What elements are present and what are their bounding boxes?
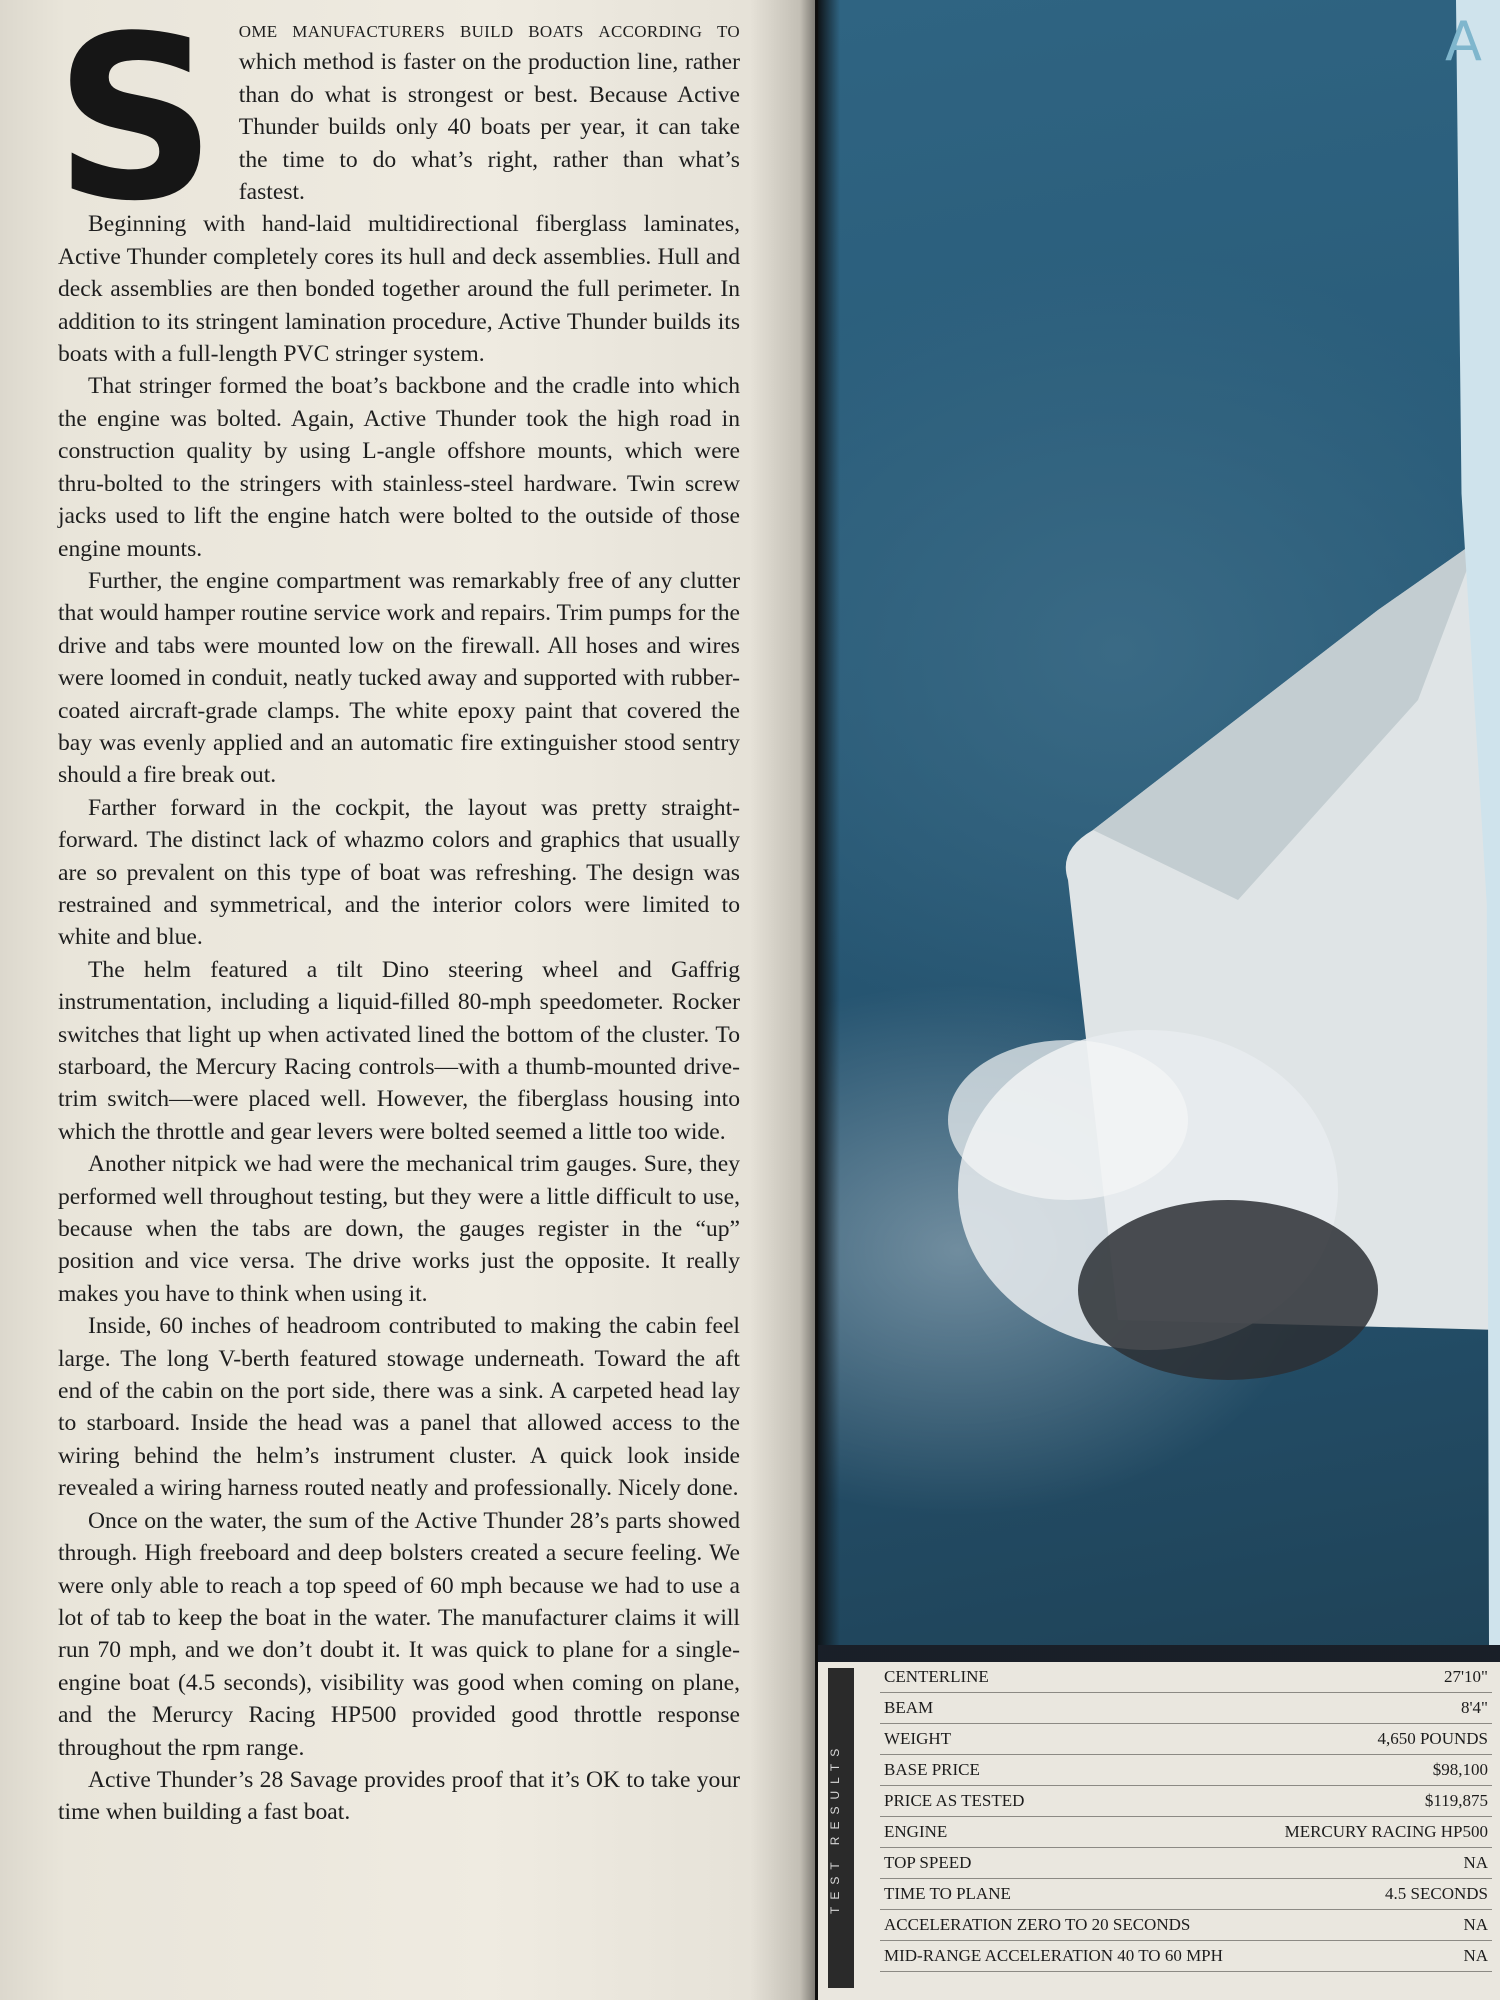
table-row — [880, 1879, 1492, 1910]
table-row — [880, 1693, 1492, 1724]
spec-value: 27'10" — [1260, 1662, 1492, 1693]
article-paragraph: Another nitpick we had were the mechanical trim gauges. Sure, they performed well throughout testing, but they were a little difficult to use, because when the tabs are down, the gauges register in the “up” position and vice versa. The drive works just the opposite. It really makes you have to think when using it. — [58, 1151, 740, 1307]
article-paragraph-1 — [54, 0, 740, 251]
spec-value: 8'4" — [1260, 1693, 1492, 1724]
spec-label: ENGINE — [880, 1817, 1260, 1848]
table-row — [880, 1786, 1492, 1817]
spec-label: CENTERLINE — [880, 1662, 1260, 1693]
spec-label: TOP SPEED — [880, 1848, 1260, 1879]
spec-label: PRICE AS TESTED — [880, 1786, 1260, 1817]
test-results-label: TEST RESULTS — [828, 1668, 854, 1988]
article-paragraph: Inside, 60 inches of headroom contributed to making the cabin feel large. The long V-berth featured stowage underneath. Toward the aft end of the cabin on the port side, there was a sink. A carpeted head lay to starboard. Inside the head was a panel that allowed access to the wiring behind the helm’s instrument cluster. A quick look inside revealed a wiring harness routed neatly and professionally. Nicely done. — [58, 1313, 740, 1502]
spec-label: ACCELERATION ZERO TO 20 SECONDS — [880, 1910, 1260, 1941]
article-body — [54, 0, 740, 1829]
article-paragraph: Further, the engine compartment was remarkably free of any clutter that would hamper routine service work and repairs. Trim pumps for the drive and tabs were mounted low on the firewall. All hoses and wires were loomed in conduit, neatly tucked away and supported with rubber-coated aircraft-grade clamps. The white epoxy paint that covered the bay was evenly applied and an automatic fire extinguisher stood sentry should a fire break out. — [58, 567, 740, 789]
right-page — [818, 0, 1500, 2000]
drop-cap: S — [54, 0, 217, 251]
wake — [1078, 1200, 1378, 1380]
spec-value: $98,100 — [1260, 1755, 1492, 1786]
spec-value: NA — [1260, 1910, 1492, 1941]
article-paragraph: That stringer formed the boat’s backbone and the cradle into which the engine was bolted. Again, Active Thunder took the high road in construction quality by using L-angle offshore mounts, which were thru-bolted to the stringers with stainless-steel hardware. Twin screw jacks used to lift the engine hatch were bolted to the outside of those engine mounts. — [58, 373, 740, 562]
photo-edge-shadow — [818, 0, 840, 1645]
table-row — [880, 1817, 1492, 1848]
article-paragraph: The helm featured a tilt Dino steering wheel and Gaffrig instrumentation, including a liquid-filled 80-mph speedometer. Rocker switches that light up when activated lined the bottom of the cluster. To starboard, the Mercury Racing controls—with a thumb-mounted drive-trim switch—were placed well. However, the fiberglass housing into which the throttle and gear levers were bolted seemed a little too wide. — [58, 956, 740, 1145]
spec-label: WEIGHT — [880, 1724, 1260, 1755]
spec-label: BASE PRICE — [880, 1755, 1260, 1786]
table-row — [880, 1941, 1492, 1972]
table-row — [880, 1910, 1492, 1941]
spec-value: 4,650 POUNDS — [1260, 1724, 1492, 1755]
spec-label: TIME TO PLANE — [880, 1879, 1260, 1910]
next-page-letter: A — [1445, 10, 1482, 73]
paragraph-1-rest: which method is faster on the production line, rather than do what is strongest or best. Because Active Thunder builds only 40 boats per year, it can take the time to do what’s right, rather than what’s fastest. — [238, 49, 740, 206]
spray-cloud — [948, 1040, 1188, 1200]
table-row — [880, 1724, 1492, 1755]
article-paragraph: Beginning with hand-laid multidirectional fiberglass laminates, Active Thunder completely cores its hull and deck assemblies. Hull and deck assemblies are then bonded together around the full perimeter. In addition to its stringent lamination procedure, Active Thunder builds its boats with a full-length PVC stringer system. — [58, 211, 740, 368]
lead-in-text: ome manufacturers build boats according to — [238, 17, 740, 43]
article-paragraph: Active Thunder’s 28 Savage provides proof that it’s OK to take your time when building a fast boat. — [58, 1766, 740, 1826]
article-paragraph: Once on the water, the sum of the Active Thunder 28’s parts showed through. High freeboard and deep bolsters created a secure feeling. We were only able to reach a top speed of 60 mph because we had to use a lot of tab to keep the boat in the water. The manufacturer claims it will run 70 mph, and we don’t doubt it. It was quick to plane for a single-engine boat (4.5 seconds), visibility was good when coming on plane, and the Merurcy Racing HP500 provided good throttle response throughout the rpm range. — [58, 1507, 740, 1761]
spec-value: MERCURY RACING HP500 — [1260, 1817, 1492, 1848]
spec-value: NA — [1260, 1848, 1492, 1879]
boat-illustration — [818, 0, 1500, 1645]
table-row — [880, 1848, 1492, 1879]
spec-value: $119,875 — [1260, 1786, 1492, 1817]
spec-value: NA — [1260, 1941, 1492, 1972]
table-row — [880, 1755, 1492, 1786]
spec-label: BEAM — [880, 1693, 1260, 1724]
test-results-table — [880, 1662, 1492, 1972]
boat-photo — [818, 0, 1500, 1645]
article-paragraph: Farther forward in the cockpit, the layout was pretty straight-forward. The distinct lack of whazmo colors and graphics that usually are so prevalent on this type of boat was refreshing. The design was restrained and symmetrical, and the interior colors were limited to white and blue. — [58, 794, 740, 951]
spec-label: MID-RANGE ACCELERATION 40 TO 60 MPH — [880, 1941, 1260, 1972]
spec-value: 4.5 SECONDS — [1260, 1879, 1492, 1910]
table-row — [880, 1662, 1492, 1693]
